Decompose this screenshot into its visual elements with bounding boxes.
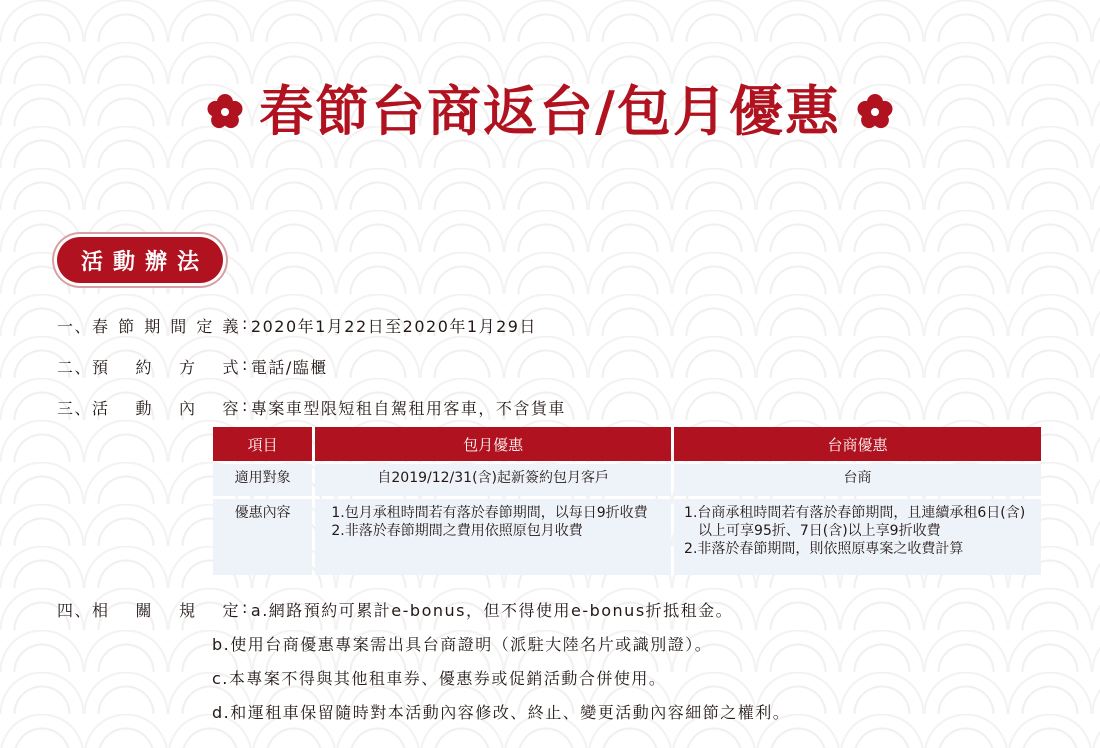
rule-label: 春節期間定義 [92, 317, 241, 336]
list-item: 2.非落於春節期間之費用依照原包月收費 [331, 523, 583, 539]
title-text: 春節台商返台/包月優惠 [259, 80, 841, 143]
plum-blossom-icon [205, 92, 245, 132]
table-header: 項目 [213, 427, 312, 461]
table-cell: 台商 [674, 464, 1041, 496]
table-cell: 適用對象 [213, 464, 312, 496]
rule-prefix: 二、 [57, 358, 93, 377]
promo-table [210, 424, 1044, 578]
rule-value: 專案車型限短租自駕租用客車，不含貨車 [250, 399, 566, 418]
table-row [213, 464, 1041, 496]
table-cell: 優惠內容 [213, 499, 312, 575]
table-cell [315, 499, 671, 575]
table-header-row [213, 427, 1041, 461]
table-header: 包月優惠 [315, 427, 671, 461]
rule-label: 活動內容 [92, 399, 241, 418]
rule-label: 預約方式 [92, 358, 241, 377]
rule-sub-item: c.本專案不得與其他租車券、優惠券或促銷活動合併使用。 [212, 669, 667, 688]
rule-label: 相關規定 [92, 601, 241, 620]
section-badge: 活動辦法 [57, 237, 223, 283]
list-item: 2.非落於春節期間，則依照原專案之收費計算 [684, 541, 964, 557]
rule-booking: 二、 預約方式 : 電話/臨櫃 [57, 355, 328, 377]
rule-period: 一、 春節期間定義 : 2020年1月22日至2020年1月29日 [57, 314, 537, 336]
rule-prefix: 一、 [57, 317, 93, 336]
table-header: 台商優惠 [674, 427, 1041, 461]
list-item: 1.台商承租時間若有落於春節期間，且連續承租6日(含)以上可享95折、7日(含)以上享9折收費 [684, 505, 1026, 539]
rule-value: 2020年1月22日至2020年1月29日 [250, 317, 537, 336]
list-item: 1.包月承租時間若有落於春節期間，以每日9折收費 [331, 505, 648, 521]
plum-blossom-icon [855, 92, 895, 132]
rule-value: 電話/臨櫃 [250, 358, 328, 377]
rule-regulations: 四、 相關規定 : a.網路預約可累計e-bonus，但不得使用e-bonus折抵租金。 [57, 598, 734, 620]
table-cell: 自2019/12/31(含)起新簽約包月客戶 [315, 464, 671, 496]
rule-prefix: 三、 [57, 399, 93, 418]
rule-prefix: 四、 [57, 601, 93, 620]
rule-sub-item: d.和運租車保留隨時對本活動內容修改、終止、變更活動內容細節之權利。 [212, 703, 791, 722]
rule-content: 三、 活動內容 : 專案車型限短租自駕租用客車，不含貨車 [57, 396, 566, 418]
table-cell [674, 499, 1041, 575]
page-title [0, 72, 1100, 152]
table-row [213, 499, 1041, 575]
rule-value: a.網路預約可累計e-bonus，但不得使用e-bonus折抵租金。 [250, 601, 734, 620]
rule-sub-item: b.使用台商優惠專案需出具台商證明（派駐大陸名片或識別證）。 [212, 635, 713, 654]
